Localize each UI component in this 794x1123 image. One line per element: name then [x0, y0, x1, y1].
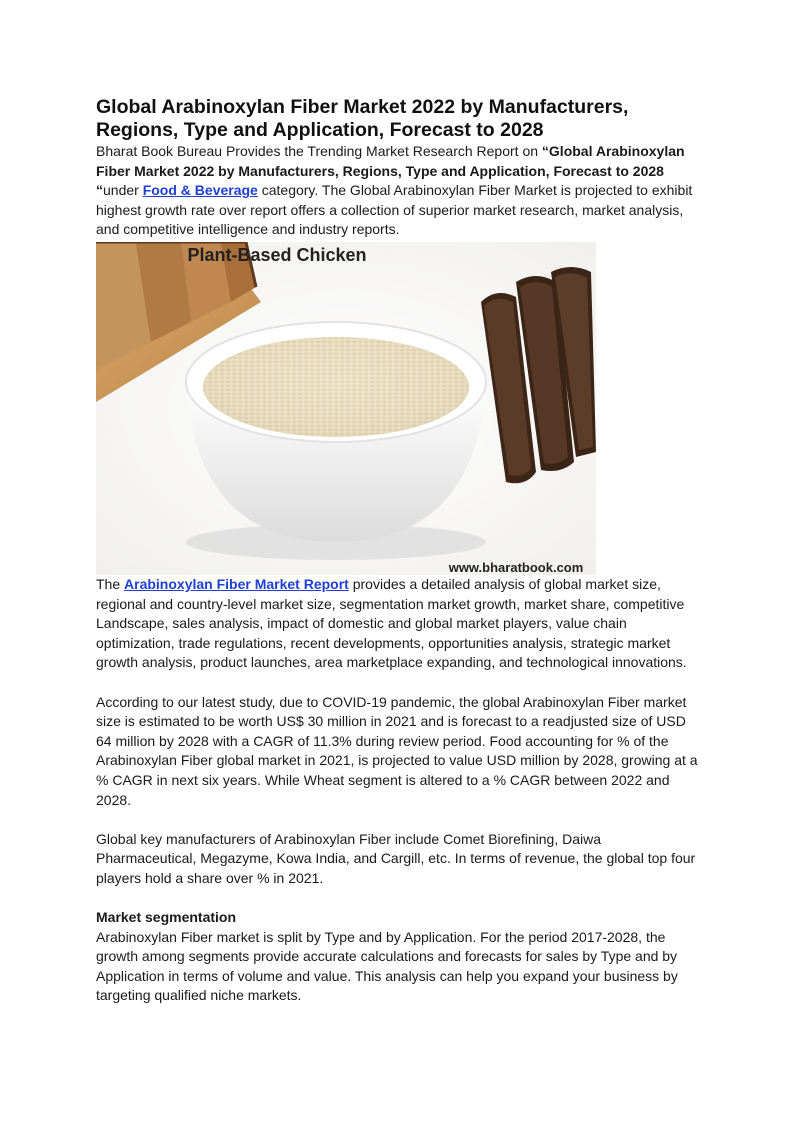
rice-and-bread-photo	[96, 242, 596, 575]
page-title: Global Arabinoxylan Fiber Market 2022 by Manufacturers, Regions, Type and Application, Forecast to 2028	[96, 96, 629, 141]
image-caption: Plant-Based Chicken	[187, 244, 367, 265]
intro-close-quote: “	[96, 182, 103, 199]
category-link[interactable]: Food & Beverage	[142, 182, 258, 199]
intro-under: under	[103, 182, 143, 199]
segmentation-paragraph: Arabinoxylan Fiber market is split by Type and by Application. For the period 2017-2028, the growth among segments provide accurate calculations and forecasts for sales by Type and by Application in terms of volume and value. This analysis can help you expand your business by targeting qualified niche markets.	[96, 928, 678, 1004]
intro-prefix: Bharat Book Bureau Provides the Trending Market Research Report on	[96, 143, 542, 159]
intro-report-title: Global Arabinoxylan Fiber Market 2022 by Manufacturers, Regions, Type and Application, Forecast to 2028	[96, 143, 685, 179]
intro-paragraph	[96, 142, 702, 240]
overview-suffix: provides a detailed analysis of global market size, regional and country-level market size, segmentation market growth, market share, competitive Landscape, sales analysis, impact of domestic and global market players, value chain optimization, trade regulations, recent developments, opportunities analysis, strategic market growth analysis, product launches, area marketplace expanding, and technological innovations.	[96, 575, 687, 671]
intro-suffix: category. The Global Arabinoxylan Fiber Market is projected to exhibit highest growth rate over report offers a collection of superior market research, market analysis, and competitive intelligence and industry reports.	[96, 182, 693, 238]
segmentation-heading: Market segmentation	[96, 909, 237, 926]
image-watermark: www.bharatbook.com	[448, 559, 584, 575]
report-overview-paragraph	[96, 575, 702, 673]
intro-open-quote: “	[541, 143, 549, 159]
product-image	[96, 242, 596, 575]
market-size-paragraph: According to our latest study, due to COVID-19 pandemic, the global Arabinoxylan Fiber market size is estimated to be worth US$ 30 million in 2021 and is forecast to a readjusted size of USD 64 million by 2028 with a CAGR of 11.3% during review period. Food accounting for % of the Arabinoxylan Fiber global market in 2021, is projected to value USD million by 2028, growing at a % CAGR in next six years. While Wheat segment is altered to a % CAGR between 2022 and 2028.	[96, 693, 698, 808]
report-link[interactable]: Arabinoxylan Fiber Market Report	[124, 575, 349, 592]
manufacturers-paragraph: Global key manufacturers of Arabinoxylan Fiber include Comet Biorefining, Daiwa Pharmaceutical, Megazyme, Kowa India, and Cargill, etc. In terms of revenue, the global top four players hold a share over % in 2021.	[96, 830, 696, 886]
overview-prefix: The	[96, 575, 125, 592]
document-page	[96, 96, 702, 1006]
